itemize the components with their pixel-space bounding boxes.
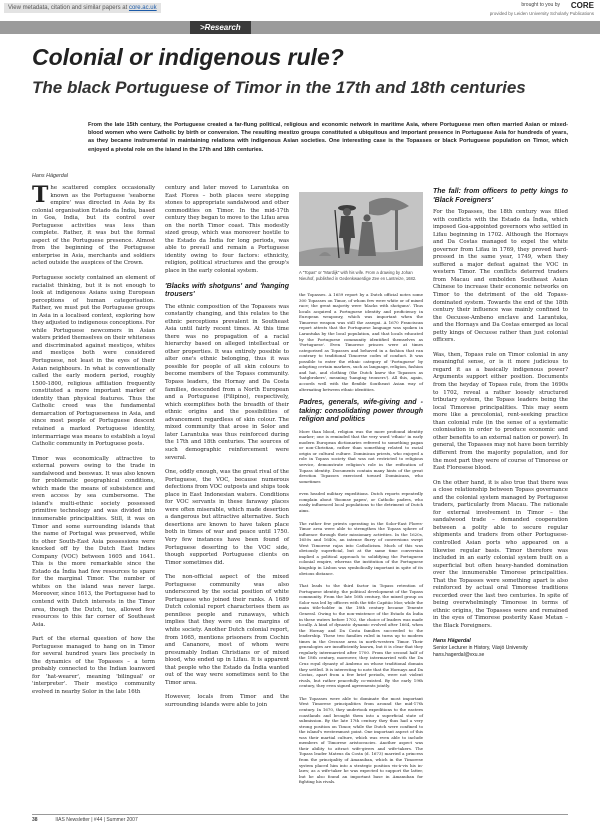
article-title: Colonial or indigenous rule? [32, 44, 344, 70]
paragraph [32, 182, 155, 268]
newsletter-issue: IIAS Newsletter | #44 | Summer 2007 [55, 817, 138, 823]
signature-email[interactable]: hans.hagerdal@vxu.se [433, 651, 485, 658]
text-column-2 [165, 185, 289, 716]
paragraph: century and later moved to Larantuka on East Flores – both places were stepping stones to appropriate sandalwood and other commodities on Timor. In the mid-17th century they began to move to the Lifau area on the north Timor coast. This modestly sized group, which was moreover hostile to the Estado da Índia for long periods, was able to prevail and remain a Portuguese identity owing to four factors: ethnicity, religion, political structures and the group's place in the early colonial system. [165, 185, 289, 275]
paragraph: The rather few priests operating in the Solor-East Flores-Timor area were able to strengthen the Topass sphere of influence through their missionary activities. In the 1620s, 1650s and 1640s, an intense flurry of conversions swept West Timorese rajas into Catholicism. Much of this was obviously superficial, but at the same time conversion implied a political approach to solidifying the Portuguese colonial empire, whereas the institution of the Portuguese kingship in Lisbon was symbolically important in spite of its obvious distance. [299, 520, 423, 576]
section-heading: Padres, generals, wife-giving and -taking: consolidating power through religion and politics [299, 399, 423, 424]
signature-affiliation: Senior Lecturer in History, Växjö University [433, 645, 528, 652]
text-column-1 [32, 182, 155, 704]
drop-cap: T [32, 182, 49, 208]
paragraph: The Topasses were able to dominate the most important West Timorese principalities from around the mid-17th century. In 1670, they undertook expeditions to the eastern coastlands and brought them into a superficial state of submission. By the late 17th century they thus had a very strong position on Timor, while the Dutch were confined to the island's westernmost point. One important aspect of this was their martial culture, which was even able to include members of Timorese aristocracies. Another aspect was their ability to attract wife-givers and wife-takers. The Topass leader Mateus da Costa (d. 1673) married a princess from the principality of Amanuban, which in the Timorese system placed him into a strategic position vis-à-vis his in-laws; as a wife-taker he was expected to support the latter, but he also found an important base in Amanuban for fighting his rivals. [299, 695, 423, 785]
paragraph: Was, then, Topass rule on Timor colonial in any meaningful sense, or is it more judicious to regard it as a basically indigenous power? Arguments support either position. Documents from the heyday of Topass rule, from the 1690s to 1702, reveal a rather loosely structured tributary system, the Topass leaders being the local Timorese principalities. This may seem more like a precolonial, rent-seeking practice than colonial rule (in the sense of a systematic colonisation in order to produce economic and other benefits to an external nation or power). In general, the Topasses may not have been terribly different from the majority population, and for the most part they were of course of Timorese or East Floresese blood. [433, 351, 568, 472]
article-subtitle: The black Portuguese of Timor in the 17th and 18th centuries [32, 78, 526, 97]
provided-by-text: provided by Leiden University Scholarly Publications [489, 11, 594, 16]
section-tag: >Research [190, 21, 251, 34]
page-number: 38 [32, 817, 38, 823]
text-column-3 [299, 292, 423, 792]
core-link[interactable]: core.ac.uk [128, 5, 157, 11]
core-logo[interactable]: CORE [570, 1, 594, 10]
paragraph: However, locals from Timor and the surrounding islands were able to join [165, 694, 289, 708]
illustration-caption: A "Topas" or "Mardijk" with his wife. From a drawing by Johan Nieuhof, published in Gedenkwaerdige Zee en Lantreize, 1682. [299, 270, 417, 281]
article-abstract: From the late 15th century, the Portuguese created a far-flung political, religious and economic network in maritime Asia, where Portuguese men often married Asian or mixed-blood women who were Catholic by birth or conversion. The resulting mestizo groups constituted a ubiquitous and important presence in Portuguese Asia for hundreds of years, as they became instrumental in maintaining relations with indigenous Asian societies. One interesting case is the Topasses or black Portuguese population on Timor, which enjoyed a pivotal role on the island in the 17th and 18th centuries. [88, 122, 568, 153]
paragraph: On the other hand, it is also true that there was a close relationship between Topass governance and the colonial system managed by Portuguese traders, particularly from Macau. The rationale for external involvement in Timor – the sandalwood trade – demanded cooperation between a polity able to secure regular shipments and traders from other Portuguese-controlled Asian ports who appeared on a likewise regular basis. Timor therefore was included in an early colonial system built on a superficial but often heavy-handed domination over the innumerable Timorese principalities. That the Topasses were something apart is also reinforced by actual oral Timorese traditions recorded over the last two centuries. In spite of being overwhelmingly Timorese in terms of ethnic origins, the Topasses were and remained in the eyes of Timorese posterity Kase Metan – the Black Foreigners. [433, 479, 568, 629]
author-byline: Hans Hägerdal [32, 173, 68, 179]
paragraph: Portuguese society contained an element of racialist thinking, but it is not enough to look at indigenous Asians using European perceptions of human categorisation. Rather, we must put the Portuguese groups in Asia in a localised context, exploring how they adjusted to indigenous conceptions. For while Portuguese newcomers in Asian waters prided themselves on their whiteness and discriminated against mestiços, whites and mestiços both were considered Portuguese, not least in the eyes of their Asian neighbours. In what is conventionally called the early modern period, roughly 1500-1800, religious affiliation frequently constituted a more important marker of identity than physical features. Thus the Catholic creed was the fundamental demarcation of Portugueseness in Asia, and since most people of Portuguese descent retained a marked Portuguese identity, intermarriage was means to establish a loyal Catholic community in Portuguese posts. [32, 275, 155, 448]
text-column-4 [433, 185, 568, 659]
paragraph: That leads to the third factor in Topass retention of Portuguese identity, the political development of the Topass community. From the late 16th century, the mixed group on Solor was led by officers with the title Capitão Mor, while the main title-holder in the 18th century became Tenente General. Owing to the non-existence of the Estado da Índia in these waters before 1702, the choice of leaders was made locally. A kind of dynastic dynamic evolved after 1664, when the Hornay and Da Costa families succeeded to the leadership. These two families ruled in turns up to modern times in the Oecusse area in north-western Timor. Their genealogies are insufficiently known, but it is clear that they regularly intermarried after 1700. From the second half of the 18th century, moreover, they intermarried with the Da Cruz royal dynasty of Ambeno on whose traditional domain they settled. It is interesting to note that the Hornays and Da Costas, apart from a few brief periods, were not violent rivals, but rather peacefully co-existed. By the early 19th century, they even signed agreements jointly. [299, 583, 423, 689]
section-heading: 'Blacks with shotguns' and 'hanging trousers' [165, 282, 289, 299]
paragraph: For the Topasses, the 18th century was filled with conflicts with the Estado da Índia, which imposed Goa-appointed governors who settled in Lifau beginning in 1702. Although the Hornays and Da Costas managed to expel the white governor from Lifau in 1769, they proved hard-pressed in the same year, 1749, when they suffered a major defeat against the VOC in western Timor. The conflicts deterred traders from Macau and embolden Southeast Asian Chinese to increase their economic networks on Timor to the detriment of the old Topass-dominated system. Towards the end of the 18th century their influence was mainly confined to the Oecusse-Ambeno enclave and Larantuka, and the Hornays and Da Costas emerged as local petty kings of Oecusse rather than just colonial officers. [433, 209, 568, 344]
paragraph: Timor was economically attractive to external powers owing to the trade in sandalwood and beeswax. It was also known for problematic geographical conditions, which made the means of subsistence and even access by sea cumbersome. The island's multi-ethnic society possessed primitive technology and was divided into innumerable principalities. Still, it was on Timor and some surrounding islands that the name of Portugal was preserved, while its other South-East Asia possessions were knocked off by the Dutch East Indies Company (VOC) between 1605 and 1641. This is the more remarkable since the Estado da Índia had few resources to spare for the marginal Timor. The number of whites on the island was never large. Moreover, since 1613, the Portuguese had to contend with Dutch interests in the Timor area, though the Dutch, too, allowed few resources to this far corner of Southeast Asia. [32, 455, 155, 628]
paragraph-text: he scattered complex occasionally known as the Portuguese 'seaborne empire' was directed in Asia by its colonial organisation Estado da Índia, based in Goa, India, but its control over Portuguese activities was less than complete. Rather, it was but the formal aspect of the Portuguese presence. Almost from the beginning of the Portuguese enterprise in Asia, merchants and soldiers acted outside the auspices of the Crown. [32, 185, 155, 267]
section-heading: The fall: from officers to petty kings to 'Black Foreigners' [433, 188, 568, 204]
paragraph: More than blood, religion was the more profound identity marker; one is reminded that the very word 'ethnic' in early modern European dictionaries referred to something pagan or non-Christian, rather than something related to racial origin or cultural culture. Dominican priests, who enjoyed a role in Topass society that was not restricted to religious service, demonstrate religion's role in the reification of Topass identity. Documents contain many hints of the great devotion Topasses exercised toward Dominicans, who sometimes [299, 428, 423, 484]
signature-name: Hans Hägerdal [433, 637, 471, 644]
historical-illustration [299, 192, 423, 266]
paragraph: Part of the eternal question of how the Portuguese managed to hang on in Timor for several hundred years lies precisely in the dynamics of the Topasses – a term probably connected to the Indian loanword for 'hat-wearer', meaning 'bilingual' or 'interpreter'. Their mestiço community evolved in nearby Solor in the late 16th [32, 636, 155, 695]
core-header [0, 0, 600, 14]
page-footer [32, 814, 568, 823]
paragraph: the Topasses. A 1659 report by a Dutch official notes some 300 Topasses on Timor, of whom few were white or of mixed race; the great majority were 'blacks with shotguns'. Thus locals acquired a Portuguese identity and proficiency in European weaponry, which was important when the Timorese weapon was still the assegai. A 1670 Franciscan report attests that the Portuguese language was spoken in Larantuka by the local population, and that locals educated by the Portuguese community identified themselves as 'Portuguese'. Even Timorese princes were at times categorised as Topasses and behaved in a fashion that ran contrary to traditional Timorese codes of conduct. It was possible to enter the ethnic category of 'Portuguese' by adopting certain markers, such as language, religion, fashion and hat, and clothing (the Dutch knew the Topasses as 'hatgbrokers', meaning 'hanging trousers'). All this, again, accords well with the flexible Southeast Asian way of alternating between ethnic identities. [299, 292, 423, 392]
paragraph: even headed military expeditions. Dutch reports repeatedly complain about 'Boomse papen', or Catholic padres, who easily influenced local populations to the detriment of Dutch aims. [299, 491, 423, 513]
section-banner [0, 21, 600, 34]
core-metadata-bar[interactable] [4, 3, 161, 13]
illustration-drawing [299, 192, 423, 266]
paragraph: The ethnic composition of the Topasses was constantly changing, and this relates to the ethnic perceptions prevalent in Southeast Asia until fairly recent times. At this time there was no propagation of a racial hierarchy based on alleged intellectual or other properties. It was entirely possible to alter one's ethnic belonging, thus it was possible for people of all skin colours to become members of the Topass community. Topass leaders, the Hornay and Da Costa families, descended from a North European and a Portuguese (Filipino), respectively, which exemplifies both the breadth of their ethnic origins and the possibilities of advancement regardless of skin colour. The mixed community that arose in Solor and later Larantuka was thus reinforced during the 17th and 18th centuries. The sources of such demographic reinforcement were several. [165, 303, 289, 461]
brought-by-text: brought to you by [521, 2, 560, 8]
core-prefix: View metadata, citation and similar papers at [8, 5, 128, 11]
paragraph: One, oddly enough, was the great rival of the Portuguese, the VOC, because numerous defections from VOC outposts and ships took place in East Indonesian waters. Conditions for VOC servants in these faraway places were often miserable, which made desertion a dangerous but attractive alternative. Such desertions are known to have taken place both in times of war and peace until 1750. Very few instances have been found of Portuguese deserting to the VOC side, though supported Portuguese clients on Timor sometimes did. [165, 469, 289, 566]
paragraph: The non-official aspect of the mixed Portuguese community was also underscored by the social position of white Portuguese who joined their ranks. A 1689 Dutch colonial report characterises them as penniless people and runaways, which implies that they were on the margins of white society. Another Dutch colonial report, from 1665, mentions prisoners from Cochin and Cananore, most of whom were presumably Indian Christians or of mixed blood, who ended up in Lifau. It is apparent that people who the Estado da Índia wanted out of the way were sometimes sent to the Timor area. [165, 574, 289, 686]
